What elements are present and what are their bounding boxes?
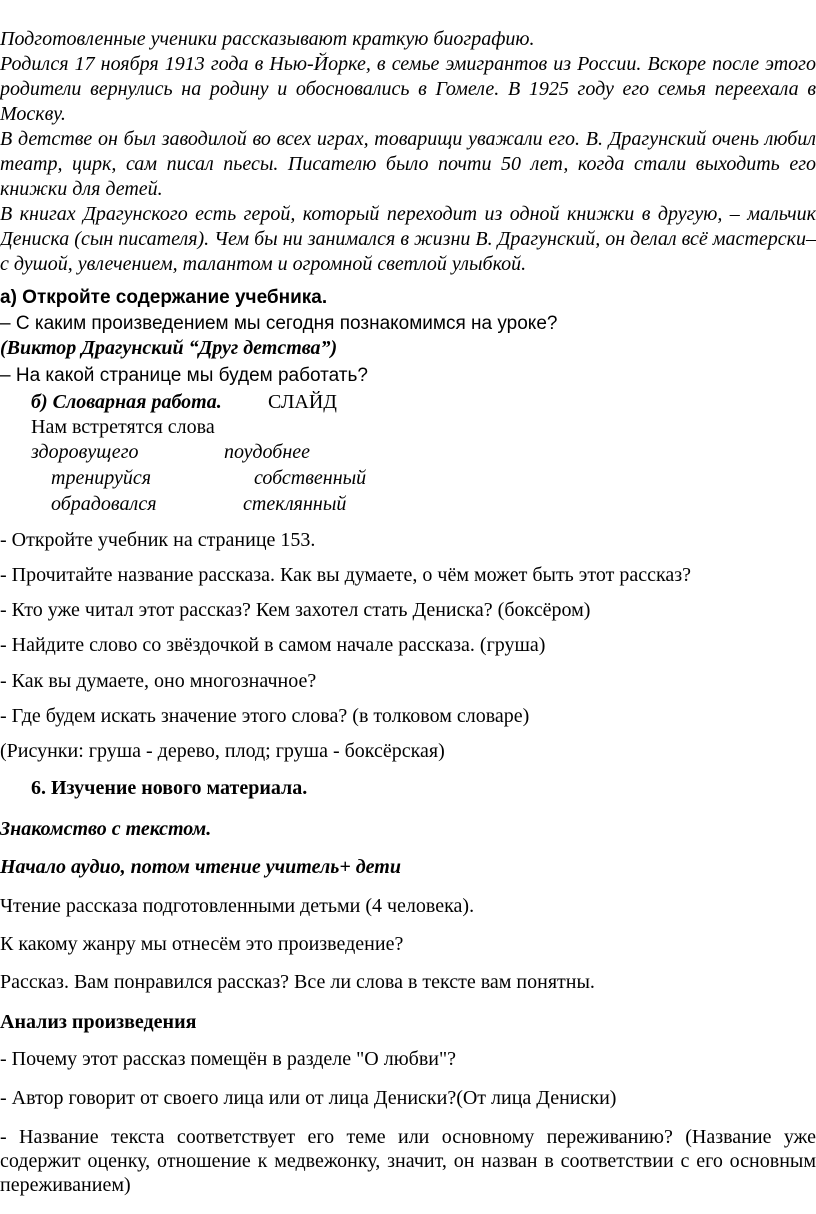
section-b-heading: б) Словарная работа. <box>31 391 222 413</box>
section-a-heading: а) Откройте содержание учебника. <box>0 287 328 308</box>
vocab-word: стеклянный <box>243 493 347 515</box>
biography-paragraph-3: В книгах Драгунского есть герой, который переходит из одной книжки в другую, – мальчик Дениска (сын писателя). Чем бы ни занимался в жизни В. Драгунский, он делал всё мастерски– с душой, увлечением, талантом и огромной светлой улыбкой. <box>0 203 816 275</box>
vocab-word: поудобнее <box>224 441 311 463</box>
section-a-question-2: – На какой странице мы будем работать? <box>0 365 368 386</box>
question-line: - Откройте учебник на странице 153. <box>0 529 316 551</box>
vocab-intro: Нам встретятся слова <box>31 416 215 438</box>
text-study-line: Рассказ. Вам понравился рассказ? Все ли слова в тексте вам понятны. <box>0 971 595 993</box>
text-study-line: Чтение рассказа подготовленными детьми (4 человека). <box>0 895 475 917</box>
question-line: - Прочитайте название рассказа. Как вы думаете, о чём может быть этот рассказ? <box>0 564 692 586</box>
biography-intro: Подготовленные ученики рассказывают краткую биографию. <box>0 28 535 50</box>
question-line: - Как вы думаете, оно многозначное? <box>0 670 317 692</box>
vocab-word: здоровущего <box>31 441 139 463</box>
question-line: - Кто уже читал этот рассказ? Кем захотел стать Дениска? (боксёром) <box>0 599 591 621</box>
analysis-question-1: - Почему этот рассказ помещён в разделе "О любви"? <box>0 1048 457 1070</box>
section-a-question-1: – С каким произведением мы сегодня познакомимся на уроке? <box>0 313 558 334</box>
vocab-word: тренируйся <box>51 467 152 489</box>
analysis-heading: Анализ произведения <box>0 1011 197 1033</box>
vocab-word: обрадовался <box>51 493 157 515</box>
biography-paragraph-2: В детстве он был заводилой во всех играх, товарищи уважали его. В. Драгунский очень любил театр, цирк, сам писал пьесы. Писателю было почти 50 лет, когда стали выходить его книжки для детей. <box>0 128 816 200</box>
text-study-heading: Знакомство с текстом. <box>0 818 212 840</box>
section-a-answer-1: (Виктор Драгунский “Друг детства”) <box>0 337 338 359</box>
question-line: - Найдите слово со звёздочкой в самом начале рассказа. (груша) <box>0 634 546 656</box>
question-line: (Рисунки: груша - дерево, плод; груша - боксёрская) <box>0 740 445 762</box>
biography-block <box>0 27 816 277</box>
biography-paragraph-1: Родился 17 ноября 1913 года в Нью-Йорке, в семье эмигрантов из России. Вскоре после этого родители вернулись на родину и обосновались в Гомеле. В 1925 году его семья переехала в Москву. <box>0 53 816 125</box>
vocab-word: собственный <box>254 467 367 489</box>
analysis-question-3: - Название текста соответствует его теме или основному переживанию? (Название уже содержит оценку, отношение к медвежонку, значит, он назван в соответствии с его основным переживанием) <box>0 1126 816 1196</box>
slide-label: СЛАЙД <box>268 391 337 413</box>
text-study-subheading: Начало аудио, потом чтение учитель+ дети <box>0 856 401 878</box>
question-line: - Где будем искать значение этого слова? (в толковом словаре) <box>0 705 530 727</box>
section-6-heading: 6. Изучение нового материала. <box>31 777 308 799</box>
text-study-line: К какому жанру мы отнесём это произведение? <box>0 933 404 955</box>
analysis-question-2: - Автор говорит от своего лица или от лица Дениски?(От лица Дениски) <box>0 1087 617 1109</box>
